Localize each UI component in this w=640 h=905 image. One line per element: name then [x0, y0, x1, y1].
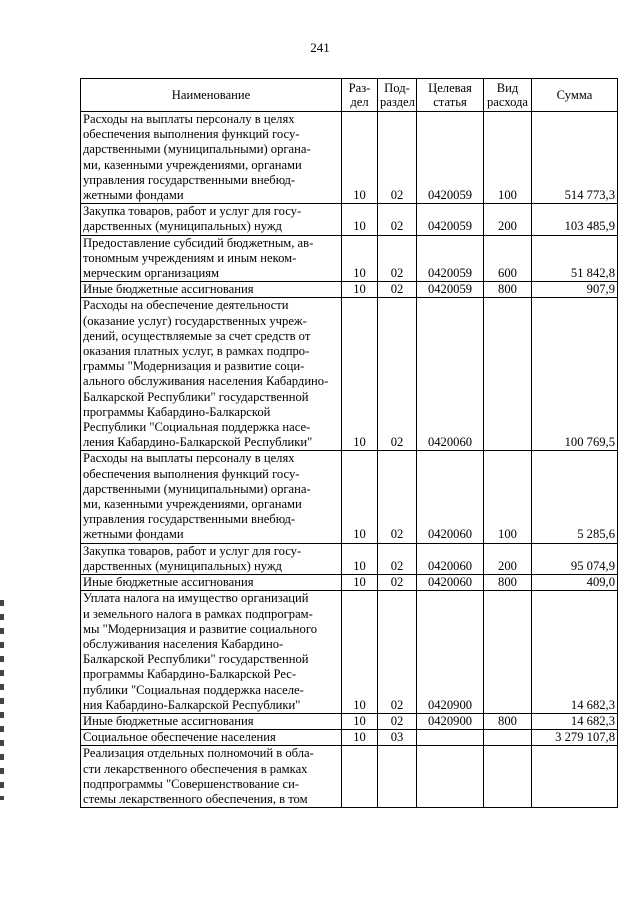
row-name-line: граммы "Модернизация и развитие соци-: [83, 359, 305, 374]
row-name-line: обеспечения выполнения функций госу-: [83, 466, 300, 481]
header-name: Наименование: [81, 79, 342, 112]
row-expense-type: 800: [484, 713, 532, 729]
row-subsection: 03: [378, 730, 417, 746]
row-name-line: Иные бюджетные ассигнования: [83, 575, 254, 590]
row-name-line: стемы лекарственного обеспечения, в том: [83, 791, 308, 806]
row-name-line: Предоставление субсидий бюджетным, ав-: [83, 235, 314, 250]
row-name-line: тономным учреждениям и иным неком-: [83, 250, 297, 265]
header-sum: Сумма: [532, 79, 618, 112]
header-section-line2: дел: [350, 95, 369, 109]
row-target-article: 0420900: [417, 713, 484, 729]
row-target-article: 0420059: [417, 112, 484, 204]
row-sum: 100 769,5: [532, 298, 618, 451]
table-row: [81, 575, 618, 591]
row-name-line: Республики "Социальная поддержка насе-: [83, 420, 311, 435]
row-expense-type: [484, 746, 532, 808]
table-row: [81, 713, 618, 729]
row-name-line: публики "Социальная поддержка населе-: [83, 682, 304, 697]
row-name-line: жетными фондами: [83, 527, 184, 542]
row-name: [81, 451, 342, 543]
row-sum: 95 074,9: [532, 543, 618, 574]
row-sum: 5 285,6: [532, 451, 618, 543]
row-name-line: программы Кабардино-Балкарской: [83, 404, 271, 419]
row-expense-type: 800: [484, 575, 532, 591]
row-sum: 514 773,3: [532, 112, 618, 204]
row-name-line: мы "Модернизация и развитие социального: [83, 621, 317, 636]
row-section: 10: [342, 298, 378, 451]
row-name-line: управления государственными внебюд-: [83, 512, 296, 527]
header-section: [342, 79, 378, 112]
page-number: 241: [310, 40, 330, 55]
header-target-line1: Целевая: [428, 81, 472, 95]
row-subsection: 02: [378, 298, 417, 451]
row-name: [81, 235, 342, 282]
row-name-line: Иные бюджетные ассигнования: [83, 282, 254, 297]
row-name-line: дений, осуществляемые за счет средств от: [83, 328, 311, 343]
table-row: [81, 298, 618, 451]
row-name-line: Иные бюджетные ассигнования: [83, 713, 254, 728]
row-target-article: 0420900: [417, 591, 484, 714]
row-target-article: [417, 730, 484, 746]
row-sum: 3 279 107,8: [532, 730, 618, 746]
row-expense-type: [484, 730, 532, 746]
header-subsection-line2: раздел: [380, 95, 415, 109]
row-name-line: Закупка товаров, работ и услуг для госу-: [83, 543, 302, 558]
row-name-line: Расходы на обеспечение деятельности: [83, 298, 289, 313]
table-row: [81, 730, 618, 746]
row-name-line: ния Кабардино-Балкарской Республики": [83, 697, 301, 712]
row-target-article: 0420060: [417, 298, 484, 451]
row-expense-type: 800: [484, 282, 532, 298]
row-target-article: 0420060: [417, 575, 484, 591]
row-name-line: подпрограммы "Совершенствование си-: [83, 776, 299, 791]
row-name: [81, 282, 342, 298]
row-name: [81, 746, 342, 808]
table-row: [81, 282, 618, 298]
row-name-line: Расходы на выплаты персоналу в целях: [83, 451, 295, 466]
row-name: [81, 112, 342, 204]
table-row: [81, 451, 618, 543]
row-section: 10: [342, 713, 378, 729]
budget-table: [80, 78, 618, 808]
row-section: 10: [342, 575, 378, 591]
row-section: 10: [342, 543, 378, 574]
row-name-line: Балкарской Республики" государственной: [83, 652, 309, 667]
row-name: [81, 730, 342, 746]
row-subsection: 02: [378, 451, 417, 543]
row-sum: [532, 746, 618, 808]
row-name-line: Балкарской Республики" государственной: [83, 389, 309, 404]
table-row: [81, 112, 618, 204]
row-subsection: 02: [378, 204, 417, 235]
row-subsection: 02: [378, 713, 417, 729]
row-name: [81, 543, 342, 574]
row-name-line: и земельного налога в рамках подпрограм-: [83, 606, 313, 621]
row-expense-type: 200: [484, 543, 532, 574]
row-subsection: 02: [378, 543, 417, 574]
row-name-line: Социальное обеспечение населения: [83, 730, 276, 745]
row-name-line: ального обслуживания населения Кабардино-: [83, 374, 329, 389]
table-header-row: [81, 79, 618, 112]
row-name-line: жетными фондами: [83, 188, 184, 203]
row-name: [81, 204, 342, 235]
table-row: [81, 746, 618, 808]
scan-edge-marks: [0, 600, 4, 800]
row-section: 10: [342, 451, 378, 543]
table-row: [81, 204, 618, 235]
table-row: [81, 235, 618, 282]
row-target-article: 0420059: [417, 282, 484, 298]
row-expense-type: 100: [484, 451, 532, 543]
row-name-line: управления государственными внебюд-: [83, 172, 296, 187]
row-name-line: Реализация отдельных полномочий в обла-: [83, 746, 314, 761]
row-target-article: [417, 746, 484, 808]
header-subsection-line1: Под-: [384, 81, 410, 95]
row-name-line: Расходы на выплаты персоналу в целях: [83, 112, 295, 126]
row-name-line: ми, казенными учреждениями, органами: [83, 497, 302, 512]
header-type-line2: расхода: [486, 95, 529, 109]
row-sum: 103 485,9: [532, 204, 618, 235]
row-sum: 14 682,3: [532, 591, 618, 714]
row-sum: 14 682,3: [532, 713, 618, 729]
row-section: 10: [342, 204, 378, 235]
row-name-line: обеспечения выполнения функций госу-: [83, 127, 300, 142]
row-subsection: 02: [378, 282, 417, 298]
row-name-line: Уплата налога на имущество организаций: [83, 591, 309, 606]
row-name-line: сти лекарственного обеспечения в рамках: [83, 761, 308, 776]
header-target-line2: статья: [433, 95, 467, 109]
row-subsection: 02: [378, 235, 417, 282]
row-subsection: 02: [378, 591, 417, 714]
row-name-line: ми, казенными учреждениями, органами: [83, 157, 302, 172]
table-row: [81, 543, 618, 574]
row-name-line: программы Кабардино-Балкарской Рес-: [83, 667, 297, 682]
row-expense-type: 200: [484, 204, 532, 235]
row-target-article: 0420060: [417, 543, 484, 574]
row-name-line: Закупка товаров, работ и услуг для госу-: [83, 204, 302, 219]
row-name-line: дарственных (муниципальных) нужд: [83, 219, 282, 234]
table-row: [81, 591, 618, 714]
row-subsection: 02: [378, 575, 417, 591]
row-subsection: 02: [378, 112, 417, 204]
row-expense-type: [484, 591, 532, 714]
header-section-line1: Раз-: [348, 81, 371, 95]
row-name: [81, 591, 342, 714]
row-name-line: обслуживания населения Кабардино-: [83, 636, 284, 651]
header-expense-type: [484, 79, 532, 112]
row-name-line: (оказание услуг) государственных учреж-: [83, 313, 307, 328]
row-name: [81, 713, 342, 729]
row-name-line: мерческим организациям: [83, 266, 219, 281]
row-name-line: дарственными (муниципальными) органа-: [83, 142, 311, 157]
row-section: 10: [342, 235, 378, 282]
row-name: [81, 298, 342, 451]
row-target-article: 0420059: [417, 204, 484, 235]
header-type-line1: Вид: [496, 81, 519, 95]
row-name-line: дарственных (муниципальных) нужд: [83, 558, 282, 573]
row-section: 10: [342, 730, 378, 746]
row-section: 10: [342, 591, 378, 714]
row-section: 10: [342, 282, 378, 298]
row-sum: 907,9: [532, 282, 618, 298]
row-target-article: 0420059: [417, 235, 484, 282]
row-sum: 409,0: [532, 575, 618, 591]
row-expense-type: 600: [484, 235, 532, 282]
header-target: [417, 79, 484, 112]
table-body: [81, 112, 618, 808]
row-target-article: 0420060: [417, 451, 484, 543]
row-section: 10: [342, 112, 378, 204]
row-name-line: дарственными (муниципальными) органа-: [83, 481, 311, 496]
header-subsection: [378, 79, 417, 112]
row-name-line: ления Кабардино-Балкарской Республики": [83, 435, 313, 450]
row-name: [81, 575, 342, 591]
row-subsection: [378, 746, 417, 808]
row-expense-type: [484, 298, 532, 451]
row-name-line: оказания платных услуг, в рамках подпро-: [83, 344, 310, 359]
row-section: [342, 746, 378, 808]
row-expense-type: 100: [484, 112, 532, 204]
row-sum: 51 842,8: [532, 235, 618, 282]
